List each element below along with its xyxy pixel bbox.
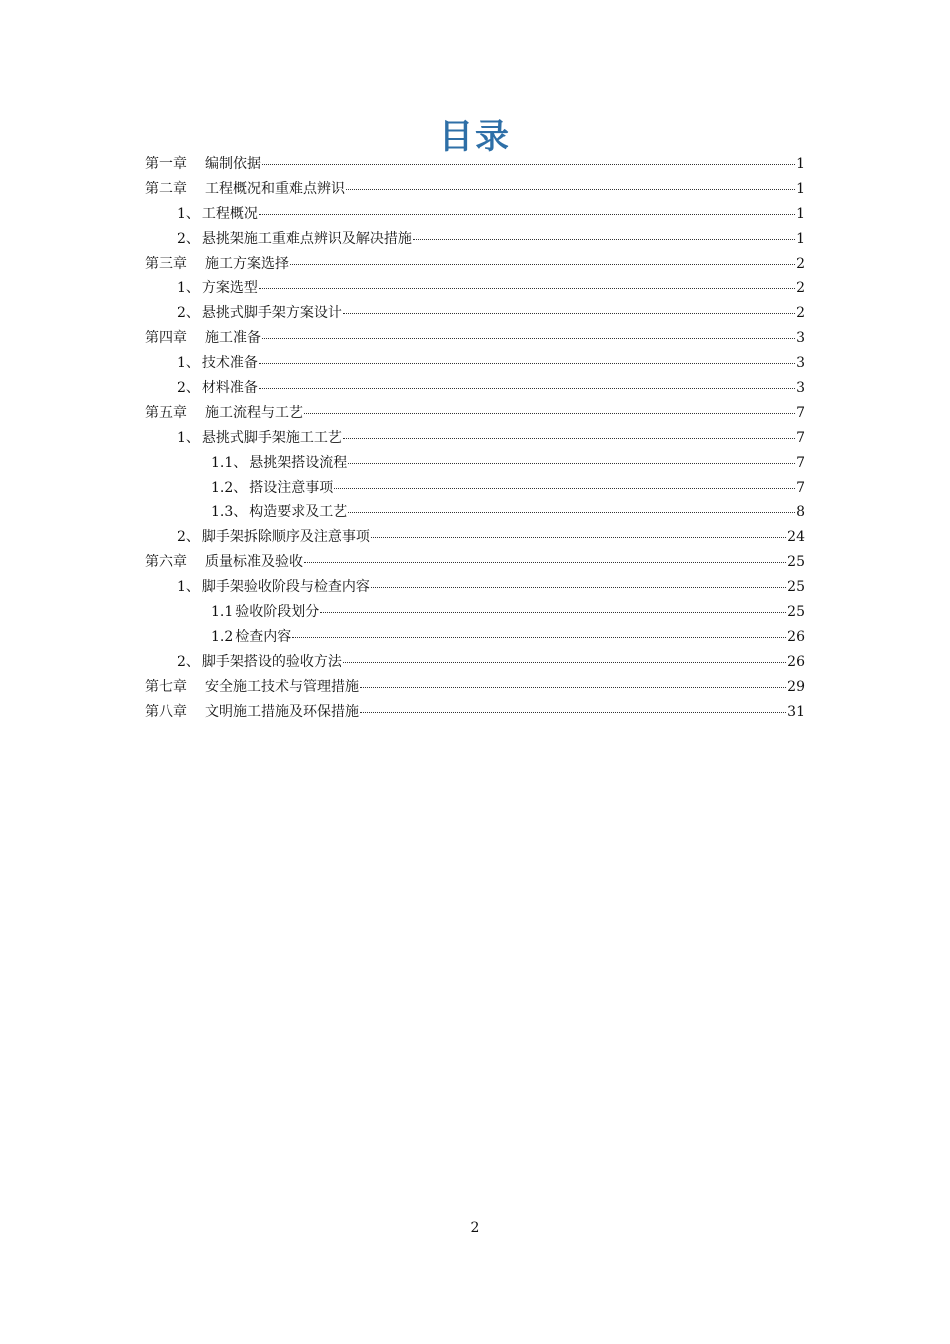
toc-entry-page: 1 <box>796 156 805 172</box>
toc-entry-label: 构造要求及工艺 <box>249 504 348 521</box>
toc-entry-page: 3 <box>796 330 805 347</box>
dot-leader <box>343 437 795 439</box>
toc-entry-label: 方案选型 <box>201 280 258 297</box>
toc-entry-page: 1 <box>796 230 805 247</box>
toc-entry-number: 2、 <box>177 305 200 322</box>
dot-leader <box>343 661 786 663</box>
dot-leader <box>259 213 795 215</box>
toc-entry-label: 施工准备 <box>205 330 261 347</box>
toc-entry-label: 脚手架拆除顺序及注意事项 <box>201 529 370 546</box>
toc-entry[interactable] <box>145 177 805 202</box>
toc-entry[interactable] <box>145 500 805 525</box>
toc-entry-page: 7 <box>796 454 805 471</box>
toc-entry-number: 2、 <box>177 529 200 546</box>
toc-entry-page: 1 <box>796 205 805 222</box>
toc-entry-label: 质量标准及验收 <box>205 554 303 571</box>
toc-entry-label: 脚手架搭设的验收方法 <box>201 653 342 670</box>
toc-entry[interactable] <box>145 376 805 401</box>
toc-entry[interactable] <box>145 700 805 725</box>
dot-leader <box>371 586 786 588</box>
toc-entry-page: 25 <box>787 554 805 571</box>
toc-entry-label: 悬挑架搭设流程 <box>249 454 348 471</box>
toc-entry[interactable] <box>145 202 805 227</box>
toc-entry-label: 搭设注意事项 <box>249 479 334 496</box>
toc-entry-number: 第八章 <box>145 703 187 720</box>
toc-entry-label: 施工方案选择 <box>205 255 289 272</box>
toc-entry-page: 26 <box>787 628 805 645</box>
toc-entry-page: 2 <box>796 305 805 322</box>
toc-entry-number: 1、 <box>177 429 200 446</box>
dot-leader <box>290 263 795 265</box>
toc-entry-page: 2 <box>796 280 805 297</box>
toc-entry-number: 第一章 <box>145 156 187 172</box>
dot-leader <box>259 362 795 364</box>
toc-entry-page: 29 <box>787 678 805 695</box>
toc-entry-number: 1、 <box>177 280 200 297</box>
toc-entry[interactable] <box>145 525 805 550</box>
toc-entry-page: 2 <box>796 255 805 272</box>
toc-entry[interactable] <box>145 575 805 600</box>
dot-leader <box>320 611 786 613</box>
toc-entry-number: 1.1 <box>211 604 234 621</box>
toc-entry-number: 1、 <box>177 355 200 372</box>
toc-entry[interactable] <box>145 476 805 501</box>
toc-entry[interactable] <box>145 276 805 301</box>
toc-entry-label: 脚手架验收阶段与检查内容 <box>201 579 370 596</box>
toc-entry[interactable] <box>145 227 805 252</box>
toc-entry[interactable] <box>145 426 805 451</box>
page-title: 目录 <box>439 116 511 157</box>
toc-entry-number: 第六章 <box>145 554 187 571</box>
toc-entry-number: 1、 <box>177 205 200 222</box>
toc-entry[interactable] <box>145 675 805 700</box>
toc-entry-page: 25 <box>787 604 805 621</box>
toc-entry-number: 1.2、 <box>211 479 248 496</box>
toc-entry-label: 文明施工措施及环保措施 <box>205 703 359 720</box>
dot-leader <box>262 163 795 165</box>
dot-leader <box>348 511 795 513</box>
toc-entry-number: 1.2 <box>211 628 234 645</box>
toc-entry[interactable] <box>145 625 805 650</box>
toc-entry-number: 1、 <box>177 579 200 596</box>
dot-leader <box>371 536 786 538</box>
toc-entry-label: 验收阶段划分 <box>235 604 320 621</box>
toc-entry-label: 施工流程与工艺 <box>205 404 303 421</box>
toc-entry-label: 悬挑式脚手架方案设计 <box>201 305 342 322</box>
toc-entry-number: 1.3、 <box>211 504 248 521</box>
toc-entry-number: 1.1、 <box>211 454 248 471</box>
toc-entry[interactable] <box>145 252 805 277</box>
dot-leader <box>262 337 795 339</box>
table-of-contents <box>145 152 805 724</box>
toc-entry[interactable] <box>145 550 805 575</box>
toc-entry[interactable] <box>145 351 805 376</box>
toc-entry-label: 编制依据 <box>205 156 261 172</box>
toc-entry-page: 3 <box>796 380 805 397</box>
toc-entry-page: 8 <box>796 504 805 521</box>
toc-entry-label: 技术准备 <box>201 355 258 372</box>
toc-entry-number: 第三章 <box>145 255 187 272</box>
dot-leader <box>259 287 795 289</box>
toc-entry-label: 检查内容 <box>235 628 292 645</box>
dot-leader <box>360 711 786 713</box>
toc-entry-label: 悬挑式脚手架施工工艺 <box>201 429 342 446</box>
toc-entry[interactable] <box>145 600 805 625</box>
toc-entry-label: 材料准备 <box>201 380 258 397</box>
toc-entry[interactable] <box>145 152 805 177</box>
toc-entry-label: 工程概况和重难点辨识 <box>205 180 345 197</box>
toc-entry[interactable] <box>145 401 805 426</box>
toc-entry-page: 7 <box>796 404 805 421</box>
toc-entry-page: 31 <box>787 703 805 720</box>
toc-entry-number: 第四章 <box>145 330 187 347</box>
dot-leader <box>360 686 786 688</box>
toc-entry-label: 安全施工技术与管理措施 <box>205 678 359 695</box>
toc-entry-page: 24 <box>787 529 805 546</box>
dot-leader <box>292 636 786 638</box>
toc-entry-page: 1 <box>796 180 805 197</box>
toc-entry-number: 2、 <box>177 380 200 397</box>
page-number: 2 <box>470 1220 480 1236</box>
toc-entry-number: 2、 <box>177 230 200 247</box>
toc-entry-label: 悬挑架施工重难点辨识及解决措施 <box>201 230 412 247</box>
dot-leader <box>348 462 795 464</box>
toc-entry-number: 第七章 <box>145 678 187 695</box>
dot-leader <box>346 188 795 190</box>
toc-entry-page: 26 <box>787 653 805 670</box>
toc-entry[interactable] <box>145 301 805 326</box>
toc-entry-page: 7 <box>796 429 805 446</box>
toc-entry-number: 第二章 <box>145 180 187 197</box>
dot-leader <box>259 387 795 389</box>
dot-leader <box>343 312 795 314</box>
toc-entry-page: 7 <box>796 479 805 496</box>
dot-leader <box>413 238 795 240</box>
toc-entry-page: 3 <box>796 355 805 372</box>
toc-entry[interactable] <box>145 451 805 476</box>
dot-leader <box>334 487 795 489</box>
toc-entry[interactable] <box>145 326 805 351</box>
toc-entry-label: 工程概况 <box>201 205 258 222</box>
toc-entry[interactable] <box>145 650 805 675</box>
dot-leader <box>304 561 786 563</box>
toc-entry-page: 25 <box>787 579 805 596</box>
toc-entry-number: 2、 <box>177 653 200 670</box>
toc-entry-number: 第五章 <box>145 404 187 421</box>
dot-leader <box>304 412 795 414</box>
